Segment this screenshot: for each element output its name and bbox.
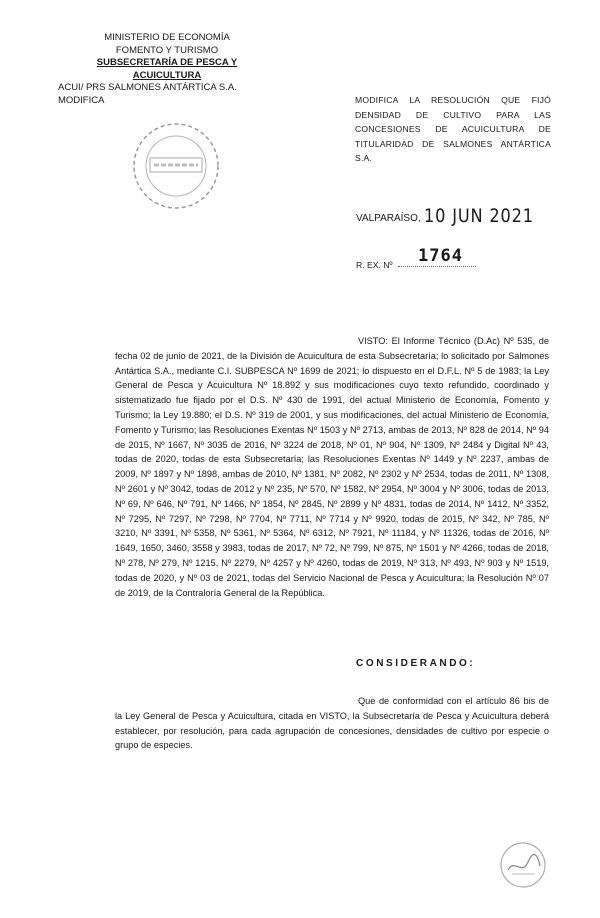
rex-label: R. EX. Nº <box>356 260 393 270</box>
letterhead <box>58 32 272 107</box>
ministry-line-2: FOMENTO Y TURISMO <box>115 44 219 56</box>
subsecretaria-line: SUBSECRETARÍA DE PESCA Y ACUICULTURA <box>96 57 238 81</box>
stamp-image <box>128 118 224 214</box>
ministry-line: MINISTERIO DE ECONOMÍA <box>104 32 230 43</box>
reference-line: ACUI/ PRS SALMONES ANTÁRTICA S.A. MODIFICA <box>58 82 237 106</box>
considerando-paragraph-1: Que de conformidad con el artículo 86 bis de la Ley General de Pesca y Acuicultura, citada en VISTO, la Subsecretaría de Pesca y Acuicultura deberá establecer, por resolución, para cada agrupación de concesiones, densidades de cultivo por especie o grupo de especies. <box>115 696 549 751</box>
signature-seal-image <box>496 838 550 892</box>
place-label: VALPARAÍSO, <box>356 213 421 224</box>
rex-dotted-line <box>398 266 476 267</box>
considerando-heading: CONSIDERANDO: <box>356 658 476 669</box>
visto-paragraph: VISTO: El Informe Técnico (D.Ac) Nº 535, de fecha 02 de junio de 2021, de la División de Acuicultura de esta Subsecretaría; lo solicitado por Salmones Antártica S.A., mediante C.I. SUBPESCA Nº 1699 de 2021; lo dispuesto en el D.F.L. Nº 5 de 1983; la Ley General de Pesca y Acuicultura Nº 18.892 y sus modificaciones cuyo texto refundido, coordinado y sistematizado fue fijado por el D.S. Nº 430 de 1991, del actual Ministerio de Economía, Fomento y Turismo; la Ley 19.880; el D.S. Nº 319 de 2001, y sus modificaciones, del actual Ministerio de Economía, Fomento y Turismo; las Resoluciones Exentas Nº 1503 y Nº 2713, ambas de 2013, Nº 828 de 2014, Nº 94 de 2015, Nº 1667, Nº 3035 de 2016, Nº 3224 de 2018, Nº 01, Nº 904, Nº 1309, Nº 2484 y Digital Nº 43, todas de 2020, todas de esta Subsecretaría; las Resoluciones Exentas Nº 1449 y Nº 2237, ambas de 2009, Nº 1897 y Nº 1898, ambas de 2010, Nº 1381, Nº 2082, Nº 2302 y Nº 2534, todas de 2011, Nº 1308, Nº 2601 y Nº 3042, todas de 2012 y Nº 235, Nº 570, Nº 1582, Nº 2954, Nº 3004 y Nº 3006, todas de 2013, Nº 69, Nº 646, Nº 791, Nº 1466, Nº 1854, Nº 2845, Nº 2899 y Nº 4831, todas de 2014, Nº 1412, Nº 3352, Nº 7295, Nº 7297, Nº 7298, Nº 7704, Nº 7711, Nº 7714 y Nº 9920, todas de 2015, Nº 342, Nº 785, Nº 3210, Nº 3391, Nº 5358, Nº 5361, Nº 5364, Nº 6312, Nº 7921, Nº 11184, y Nº 11326, todas de 2016, Nº 1649, 1650, 3460, 3558 y 3983, todas de 2017, Nº 72, Nº 799, Nº 875, Nº 1501 y Nº 4266, todas de 2018, Nº 278, Nº 279, Nº 1215, Nº 2279, Nº 4257 y Nº 4260, todas de 2019, Nº 313, Nº 493, Nº 903 y Nº 1519, todas de 2020, y Nº 03 de 2021, todas del Servicio Nacional de Pesca y Acuicultura; la Resolución Nº 07 de 2019, de la Contraloría General de la República. <box>115 336 549 598</box>
resolution-subject: MODIFICA LA RESOLUCIÓN QUE FIJÓ DENSIDAD DE CULTIVO PARA LAS CONCESIONES DE ACUICULTURA DE TITULARIDAD DE SALMONES ANTÁRTICA S.A. <box>355 95 551 163</box>
rex-number: 1764 <box>418 246 463 266</box>
date-stamp: 10 JUN 2021 <box>424 205 534 227</box>
